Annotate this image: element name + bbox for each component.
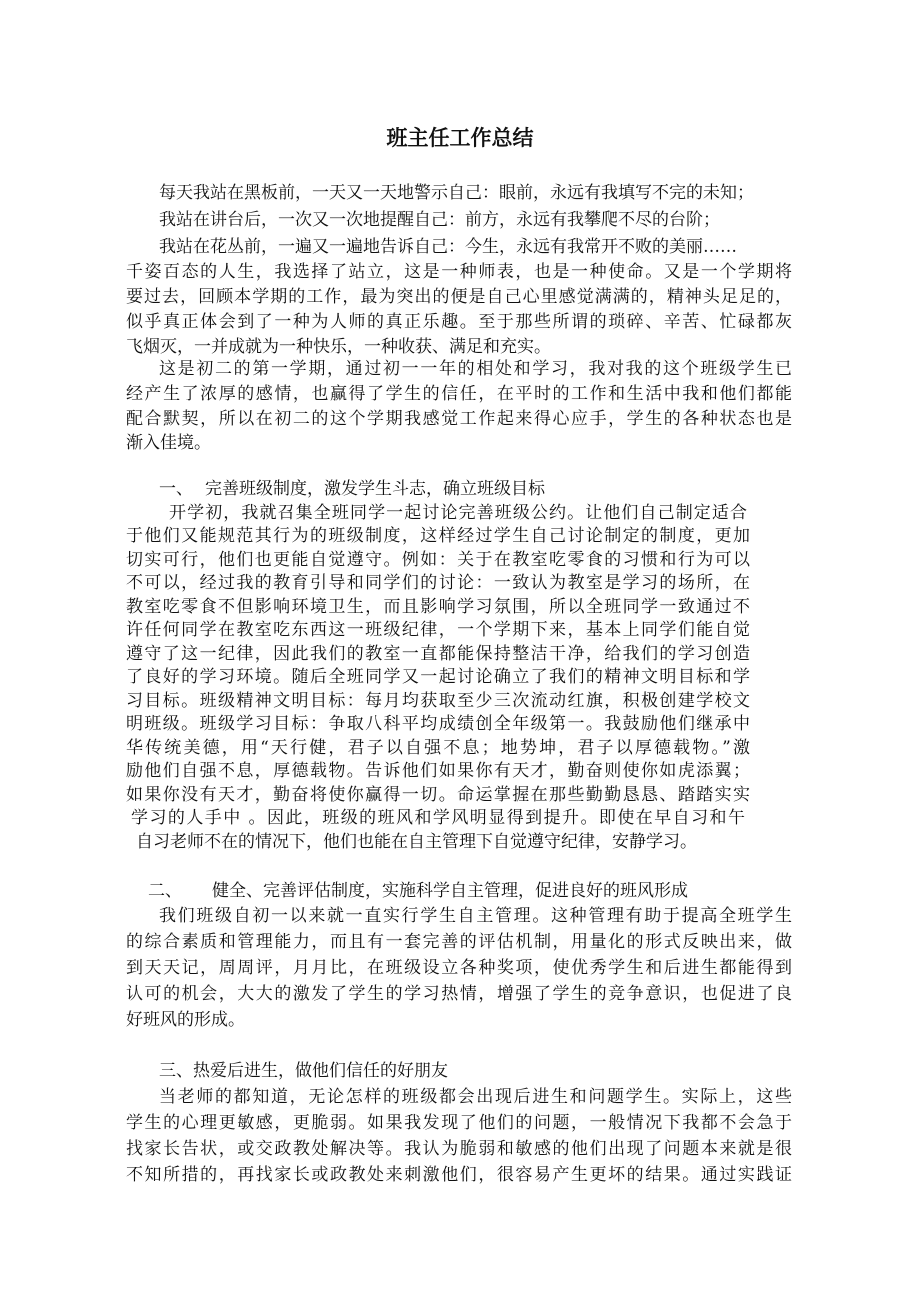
section-heading-number: 一、 xyxy=(159,479,193,499)
paragraph-line: 到天天记，周周评，月月比，在班级设立各种奖项，使优秀学生和后进生都能得到 xyxy=(126,958,792,978)
paragraph-line: 习目标。班级精神文明目标：每月均获取至少三次流动红旗，积极创建学校文 xyxy=(126,691,750,711)
paragraph-line: 飞烟灭，一并成就为一种快乐，一种收获、满足和充实。 xyxy=(126,337,551,357)
paragraph-line: 遵守了这一纪律，因此我们的教室一直都能保持整洁干净，给我们的学习创造 xyxy=(126,644,750,664)
paragraph-line: 配合默契，所以在初二的这个学期我感觉工作起来得心应手，学生的各种状态也是 xyxy=(126,409,792,429)
paragraph-line: 千姿百态的人生，我选择了站立，这是一种师表，也是一种使命。又是一个学期将 xyxy=(126,262,792,282)
paragraph-line: 渐入佳境。 xyxy=(126,433,211,453)
section-heading-number: 二、 xyxy=(148,881,182,901)
paragraph-line: 了良好的学习环境。随后全班同学又一起讨论确立了我们的精神文明目标和学 xyxy=(126,667,750,687)
paragraph-line: 切实可行，他们也更能自觉遵守。例如：关于在教室吃零食的习惯和行为可以 xyxy=(126,550,750,570)
document-title: 班主任工作总结 xyxy=(386,126,534,150)
paragraph-line: 开学初，我就召集全班同学一起讨论完善班级公约。让他们自己制定适合 xyxy=(169,503,747,523)
paragraph-line: 华传统美德，用“天行健，君子以自强不息；地势坤，君子以厚德载物。”激 xyxy=(126,738,750,758)
paragraph-line: 认可的机会，大大的激发了学生的学习热情，增强了学生的竞争意识，也促进了良 xyxy=(126,984,792,1004)
paragraph-line: 我站在讲台后，一次又一次地提醒自己：前方，永远有我攀爬不尽的台阶； xyxy=(159,210,720,230)
paragraph-line: 不可以，经过我的教育引导和同学们的讨论：一致认为教室是学习的场所，在 xyxy=(126,573,750,593)
paragraph-line: 当老师的都知道，无论怎样的班级都会出现后进生和问题学生。实际上，这些 xyxy=(159,1087,792,1107)
paragraph-line: 找家长告状，或交政教处解决等。我认为脆弱和敏感的他们出现了问题本来就是很 xyxy=(126,1139,792,1159)
paragraph-line: 不知所措的，再找家长或政教处来刺激他们，很容易产生更坏的结果。通过实践证 xyxy=(126,1165,792,1185)
paragraph-line: 经产生了浓厚的感情，也赢得了学生的信任，在平时的工作和生活中我和他们都能 xyxy=(126,384,792,404)
paragraph-line: 我站在花丛前，一遍又一遍地告诉自己：今生，永远有我常开不败的美丽…… xyxy=(159,237,737,257)
paragraph-line: 我们班级自初一以来就一直实行学生自主管理。这种管理有助于提高全班学生 xyxy=(159,906,792,926)
paragraph-line: 于他们又能规范其行为的班级制度，这样经过学生自己讨论制定的制度，更加 xyxy=(126,526,750,546)
paragraph-line: 励他们自强不息，厚德载物。告诉他们如果你有天才，勤奋则使你如虎添翼； xyxy=(126,761,750,781)
paragraph-line: 教室吃零食不但影响环境卫生，而且影响学习氛围，所以全班同学一致通过不 xyxy=(126,597,750,617)
paragraph-line: 要过去，回顾本学期的工作，最为突出的便是自己心里感觉满满的，精神头足足的， xyxy=(126,287,792,307)
paragraph-line: 许任何同学在教室吃东西这一班级纪律，一个学期下来，基本上同学们能自觉 xyxy=(126,620,750,640)
paragraph-line: 这是初二的第一学期，通过初一一年的相处和学习，我对我的这个班级学生已 xyxy=(159,359,792,379)
paragraph-line: 自习老师不在的情况下，他们也能在自主管理下自觉遵守纪律，安静学习。 xyxy=(136,832,697,852)
section-heading: 三、热爱后进生，做他们信任的好朋友 xyxy=(159,1061,448,1081)
paragraph-line: 学生的心理更敏感，更脆弱。如果我发现了他们的问题，一般情况下我都不会急于 xyxy=(126,1113,792,1133)
paragraph-line: 每天我站在黑板前，一天又一天地警示自己：眼前，永远有我填写不完的未知； xyxy=(159,183,754,203)
paragraph-line: 似乎真正体会到了一种为人师的真正乐趣。至于那些所谓的琐碎、辛苦、忙碌都灰 xyxy=(126,312,792,332)
paragraph-line: 明班级。班级学习目标：争取八科平均成绩创全年级第一。我鼓励他们继承中 xyxy=(126,714,750,734)
paragraph-line: 好班风的形成。 xyxy=(126,1010,245,1030)
paragraph-line: 如果你没有天才，勤奋将使你赢得一切。命运掌握在那些勤勤恳恳、踏踏实实 xyxy=(126,785,750,805)
section-heading: 健全、完善评估制度，实施科学自主管理，促进良好的班风形成 xyxy=(212,881,688,901)
paragraph-line: 的综合素质和管理能力，而且有一套完善的评估机制，用量化的形式反映出来，做 xyxy=(126,932,792,952)
section-heading: 完善班级制度，激发学生斗志，确立班级目标 xyxy=(205,479,545,499)
paragraph-line: 学习的人手中 。因此，班级的班风和学风明显得到提升。即使在早自习和午 xyxy=(131,808,745,828)
